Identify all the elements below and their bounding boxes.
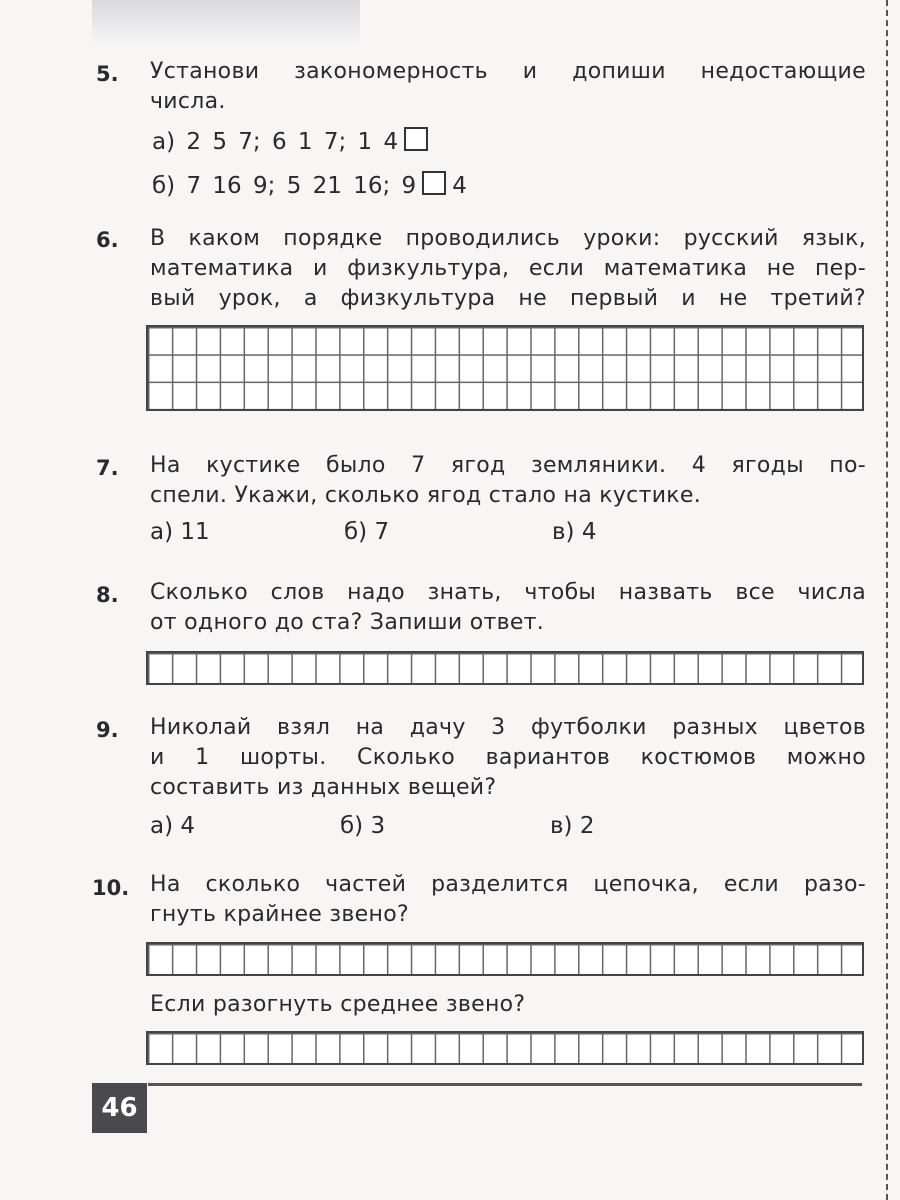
task-text-line: от одного до ста? Запиши ответ. (150, 610, 545, 635)
page-number: 46 (92, 1083, 147, 1133)
task-text (150, 224, 866, 314)
task-text-line: Сколько слов надо знать, чтобы назвать все числа (150, 580, 866, 605)
task-text-line: В каком порядке проводились уроки: русский язык, (150, 226, 866, 251)
task-text-line: На кустике было 7 ягод земляники. 4 ягоды по- (150, 453, 866, 478)
sequence-values: 7 16 9; 5 21 16; 9 (186, 173, 417, 199)
answer-grid[interactable] (146, 651, 864, 685)
answer-grid[interactable] (146, 325, 864, 411)
task-text (150, 451, 866, 511)
task-text-line: Николай взял на дачу 3 футболки разных цветов (150, 715, 866, 740)
task-text-line: спели. Укажи, сколько ягод стало на кустике. (150, 483, 702, 508)
answer-option-a[interactable]: а) 11 (150, 519, 210, 545)
task-number: 10. (92, 876, 130, 900)
option-label: б) (152, 173, 176, 199)
sequence-a (152, 127, 434, 155)
cut-line (886, 0, 888, 1200)
answer-option-b[interactable]: б) 7 (344, 519, 390, 545)
task-text-line: вый урок, а физкультура не первый и не третий? (150, 286, 866, 311)
answer-option-b[interactable]: б) 3 (340, 813, 386, 839)
answer-option-a[interactable]: а) 4 (150, 813, 196, 839)
task-text (150, 57, 866, 117)
answer-box[interactable] (404, 127, 428, 151)
task-number: 8. (96, 583, 119, 607)
answer-option-c[interactable]: в) 2 (550, 813, 595, 839)
task-number: 5. (96, 62, 119, 86)
task-text-line: Установи закономерность и допиши недостающие (150, 59, 866, 84)
sequence-values: 2 5 7; 6 1 7; 1 4 (186, 129, 399, 155)
task-text (150, 578, 866, 638)
task-number: 6. (96, 228, 119, 252)
sequence-b (152, 171, 467, 199)
task-number: 9. (96, 718, 119, 742)
task-text-line: На сколько частей разделится цепочка, если разо- (150, 872, 866, 897)
answer-option-c[interactable]: в) 4 (552, 519, 597, 545)
sequence-tail: 4 (452, 173, 467, 199)
task-text (150, 870, 866, 930)
task-text-line: и 1 шорты. Сколько вариантов костюмов можно (150, 745, 866, 770)
task-text-line: числа. (150, 89, 226, 114)
answer-grid[interactable] (146, 1031, 864, 1065)
task-number: 7. (96, 456, 119, 480)
footer-rule (148, 1083, 862, 1086)
scan-artifact (92, 0, 360, 46)
task-text-line: гнуть крайнее звено? (150, 902, 409, 927)
task-text-line: составить из данных вещей? (150, 775, 497, 800)
answer-box[interactable] (422, 171, 446, 195)
task-text-line: математика и физкультура, если математика не пер- (150, 256, 866, 281)
option-label: а) (152, 129, 176, 155)
answer-grid[interactable] (146, 942, 864, 976)
followup-question: Если разогнуть среднее звено? (150, 992, 526, 1017)
task-text (150, 713, 866, 803)
